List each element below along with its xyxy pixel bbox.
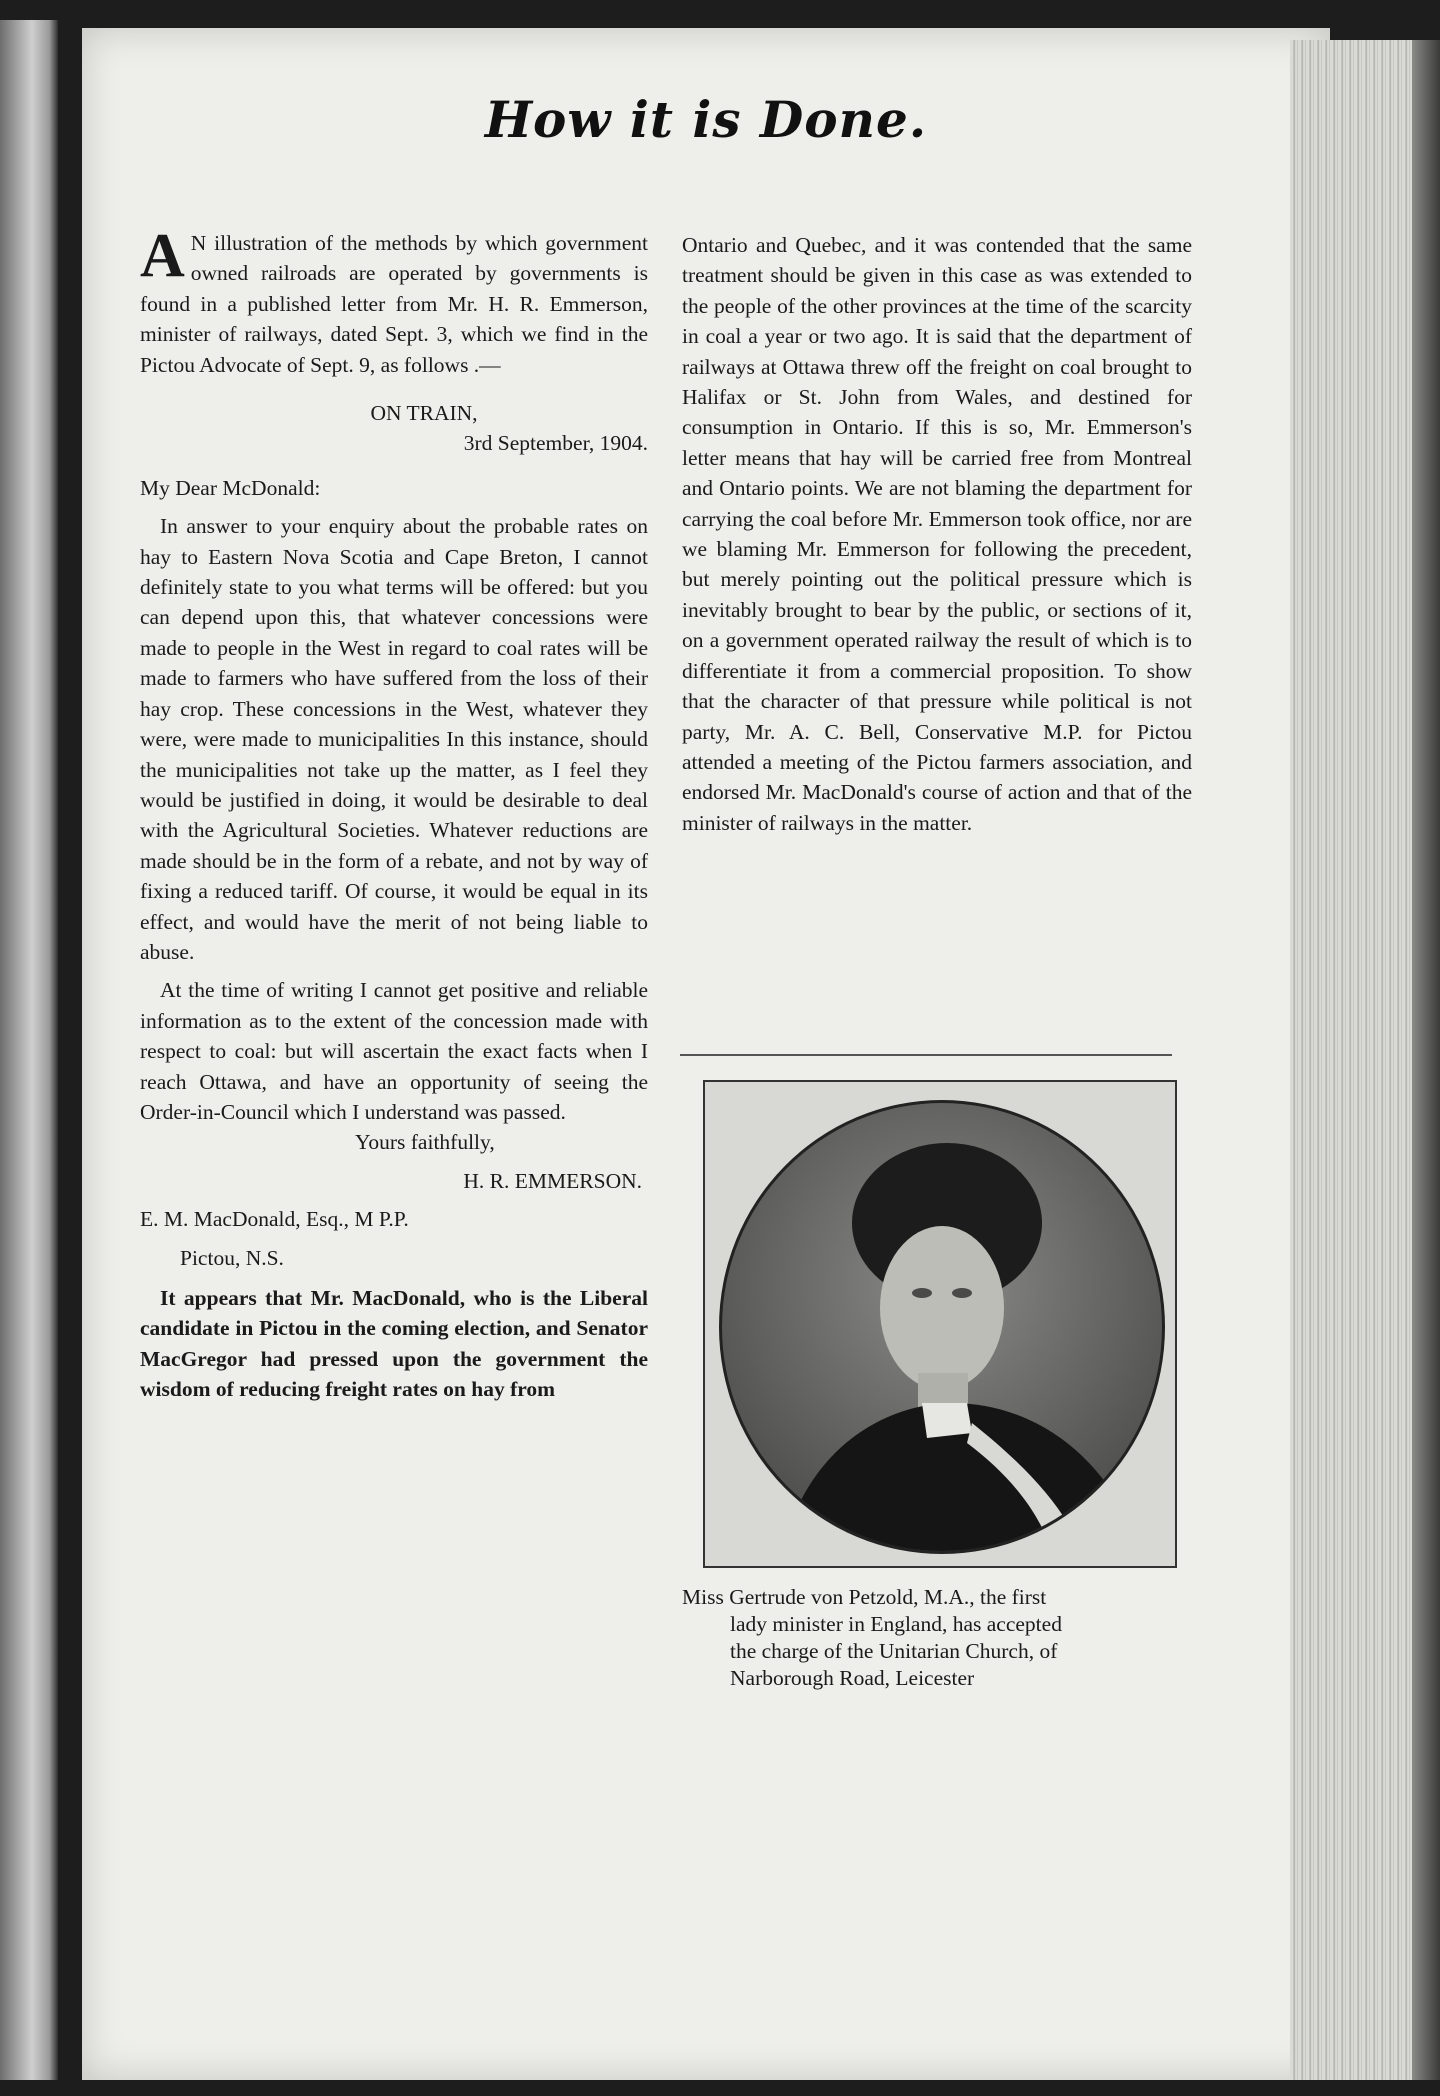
page-stack-shadow <box>1412 40 1440 2080</box>
left-column <box>140 222 648 1413</box>
portrait-photo-frame <box>703 1080 1177 1568</box>
intro-text: N illustration of the methods by which government owned railroads are operated by governments is found in a published letter from Mr. H. R. Emmerson, minister of railways, dated Sept. 3, which we find in the Pictou Advocate of Sept. 9, as follows .— <box>140 231 648 377</box>
column-divider-rule <box>680 1054 1172 1056</box>
letter-place: ON TRAIN, <box>370 401 478 426</box>
caption-line-4: Narborough Road, Leicester <box>730 1666 975 1690</box>
article-title: How it is Done. <box>484 90 928 149</box>
caption-line-3: the charge of the Unitarian Church, of <box>730 1639 1058 1663</box>
letter-date: 3rd September, 1904. <box>463 431 648 456</box>
portrait-photo <box>719 1100 1165 1554</box>
bold-paragraph: It appears that Mr. MacDonald, who is the Liberal candidate in Pictou in the coming election, and Senator MacGregor had pressed upon the government the wisdom of reducing freight rates on hay from <box>140 1286 648 1402</box>
left-page-edge <box>0 20 58 2080</box>
letter-paragraph-1: In answer to your enquiry about the probable rates on hay to Eastern Nova Scotia and Cape Breton, I cannot definitely state to you what terms will be offered: but you can depend upon this, that whatever concessions were made to people in the West in regard to coal rates will be made to farmers who have suffered from the loss of their hay crop. These concessions in the West, whatever they were, were made to municipalities In this instance, should the municipalities not take up the matter, as I feel they would be justified in doing, it would be desirable to deal with the Agricultural Societies. Whatever reductions are made should be in the form of a rebate, and not by way of fixing a reduced tariff. Of course, it would be equal in its effect, and would have the merit of not being liable to abuse. <box>140 514 648 964</box>
letter-signature: H. R. EMMERSON. <box>463 1168 642 1193</box>
letter-closing: Yours faithfully, <box>355 1130 495 1155</box>
right-column-text: Ontario and Quebec, and it was contended that the same treatment should be given in this case as was extended to the people of the other provinces at the time of the scarcity in coal a year or two ago. It is said that the department of railways at Ottawa threw off the freight on coal brought to Halifax or St. John from Wales, and destined for consumption in Ontario. If this is so, Mr. Emmerson's letter means that hay will be carried free from Montreal and Ontario points. We are not blaming the department for carrying the coal before Mr. Emmerson took office, nor are we blaming Mr. Emmerson for following the precedent, but merely pointing out the political pressure which is inevitably brought to bear by the public, or sections of it, on a government operated railway the result of which is to differentiate it from a commercial proposition. To show that the character of that pressure while political is not party, Mr. A. C. Bell, Conservative M.P. for Pictou attended a meeting of the Pictou farmers association, and endorsed Mr. MacDonald's course of action and that of the minister of railways in the matter. <box>682 233 1192 835</box>
portrait-illustration <box>722 1103 1162 1551</box>
caption-line-1: Miss Gertrude von Petzold, M.A., the first <box>682 1585 1047 1609</box>
letter-addressee: E. M. MacDonald, Esq., M P.P. <box>140 1207 409 1232</box>
letter-address: Pictou, N.S. <box>180 1245 284 1270</box>
caption-line-2: lady minister in England, has accepted <box>730 1612 1062 1636</box>
intro-paragraph <box>140 222 648 380</box>
right-column <box>682 230 1192 846</box>
portrait-caption <box>682 1584 1192 1692</box>
letter-paragraph-2: At the time of writing I cannot get positive and reliable information as to the extent of the concession made with respect to coal: but will ascertain the exact facts when I reach Ottawa, and have an opportunity of seeing the Order-in-Council which I understand was passed. <box>140 978 648 1124</box>
letter-salutation: My Dear McDonald: <box>140 475 321 500</box>
drop-cap: A <box>140 222 185 290</box>
